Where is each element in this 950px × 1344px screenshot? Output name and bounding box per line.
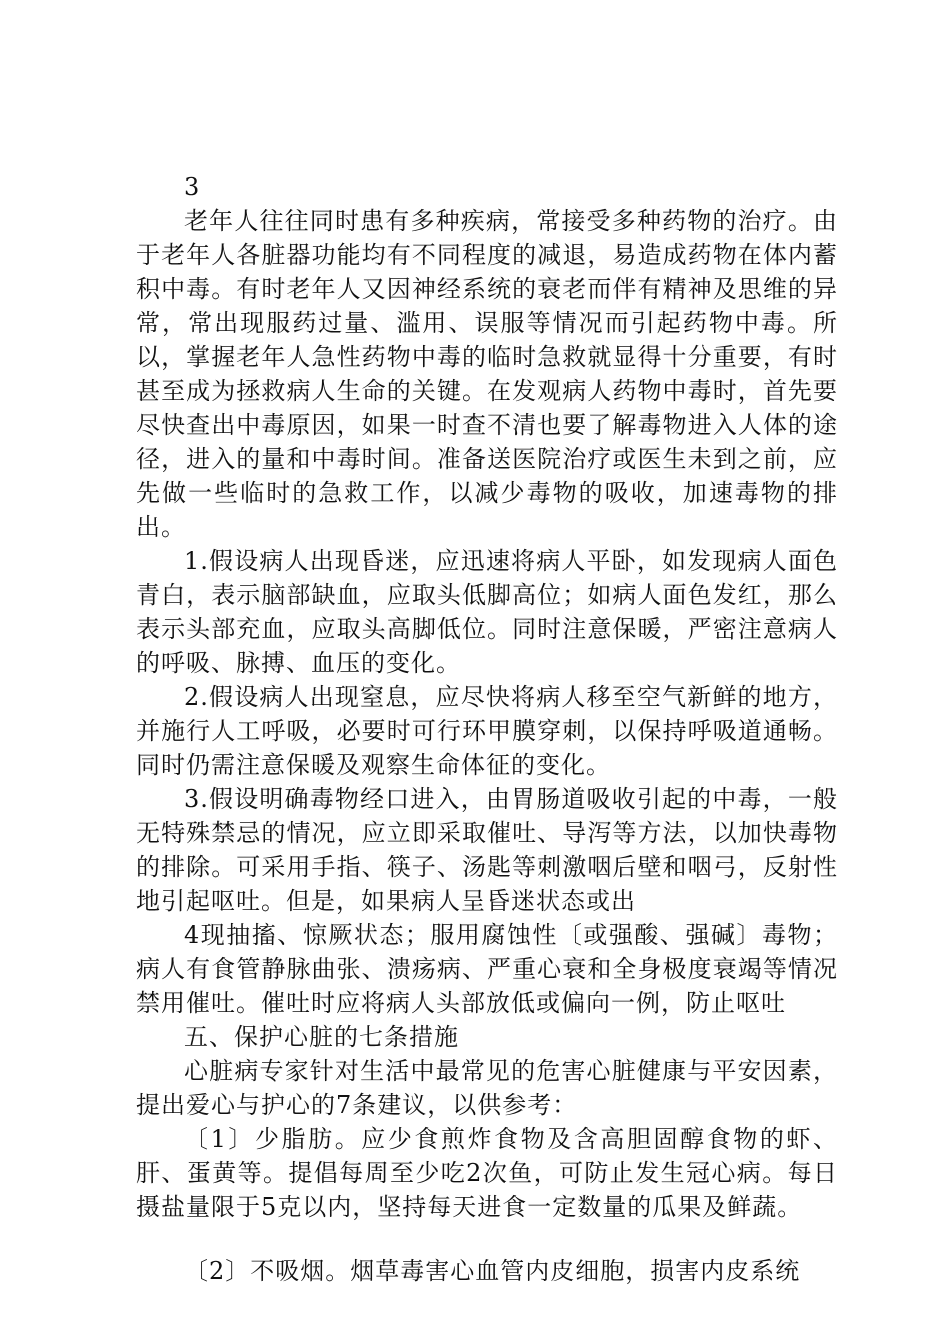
page-number: 3 bbox=[184, 173, 201, 201]
paragraph-item-2: 2.假设病人出现窒息，应尽快将病人移至空气新鲜的地方，并施行人工呼吸，必要时可行环甲膜穿刺，以保持呼吸道通畅。同时仍需注意保暖及观察生命体征的变化。 bbox=[136, 683, 838, 779]
paragraph-section-intro: 心脏病专家针对生活中最常见的危害心脏健康与平安因素，提出爱心与护心的7条建议，以供参考： bbox=[136, 1057, 838, 1119]
paragraph-measure-2: 〔2〕不吸烟。烟草毒害心血管内皮细胞，损害内皮系统 bbox=[184, 1257, 801, 1285]
paragraph-item-1: 1.假设病人出现昏迷，应迅速将病人平卧，如发现病人面色青白，表示脑部缺血，应取头低脚高位；如病人面色发红，那么表示头部充血，应取头高脚低位。同时注意保暖，严密注意病人的呼吸、脉搏、血压的变化。 bbox=[136, 547, 838, 677]
paragraph-item-3: 3.假设明确毒物经口进入，由胃肠道吸收引起的中毒，一般无特殊禁忌的情况，应立即采取催吐、导泻等方法，以加快毒物的排除。可采用手指、筷子、汤匙等刺激咽后壁和咽弓，反射性地引起呕吐。但是，如果病人呈昏迷状态或出 bbox=[136, 785, 838, 915]
paragraph-intro: 老年人往往同时患有多种疾病，常接受多种药物的治疗。由于老年人各脏器功能均有不同程度的减退，易造成药物在体内蓄积中毒。有时老年人又因神经系统的衰老而伴有精神及思维的异常，常出现服药过量、滥用、误服等情况而引起药物中毒。所以，掌握老年人急性药物中毒的临时急救就显得十分重要，有时甚至成为拯救病人生命的关键。在发观病人药物中毒时，首先要尽快查出中毒原因，如果一时查不清也要了解毒物进入人体的途径，进入的量和中毒时间。准备送医院治疗或医生未到之前，应先做一些临时的急救工作，以减少毒物的吸收，加速毒物的排出。 bbox=[136, 207, 838, 541]
paragraph-measure-1: 〔1〕少脂肪。应少食煎炸食物及含高胆固醇食物的虾、肝、蛋黄等。提倡每周至少吃2次鱼，可防止发生冠心病。每日摄盐量限于5克以内，坚持每天进食一定数量的瓜果及鲜蔬。 bbox=[136, 1125, 838, 1221]
paragraph-item-4: 4现抽搐、惊厥状态；服用腐蚀性〔或强酸、强碱〕毒物；病人有食管静脉曲张、溃疡病、严重心衰和全身极度衰竭等情况禁用催吐。催吐时应将病人头部放低或偏向一例，防止呕吐 bbox=[136, 921, 838, 1017]
section-heading: 五、保护心脏的七条措施 bbox=[184, 1023, 459, 1051]
document-body bbox=[136, 170, 838, 1288]
